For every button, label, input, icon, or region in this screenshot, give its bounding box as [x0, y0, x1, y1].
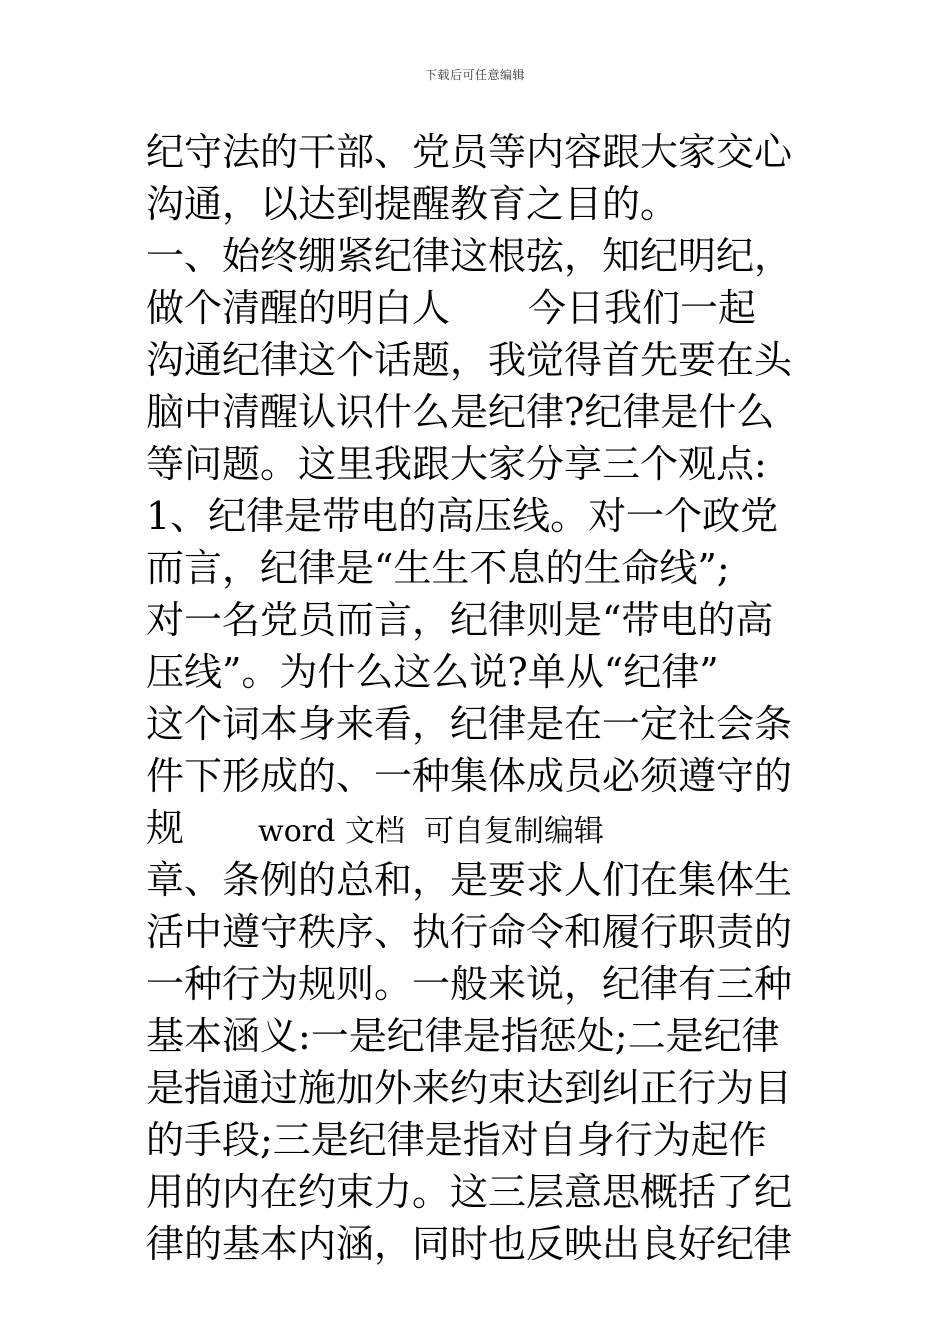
text-line: 是指通过施加外来约束达到纠正行为目: [146, 1066, 793, 1110]
document-body: [146, 126, 806, 1270]
text-line: 件下形成的、一种集体成员必须遵守的: [146, 754, 793, 798]
line-fragment: 规: [146, 806, 185, 850]
text-line: 章、条例的总和，是要求人们在集体生: [146, 858, 793, 902]
text-line: 对一名党员而言，纪律则是“带电的高: [146, 598, 774, 642]
page-header: 下载后可任意编辑: [424, 68, 525, 82]
text-line: 压线”。为什么这么说?单从“纪律”: [146, 650, 719, 694]
text-line: 基本涵义:一是纪律是指惩处;二是纪律: [146, 1014, 780, 1058]
section-heading-end: 做个清醒的明白人: [146, 286, 451, 330]
page-footer-note: word 文档 可自复制编辑: [258, 814, 604, 849]
text-line: 的手段;三是纪律是指对自身行为起作: [146, 1118, 767, 1162]
text-line: 纪守法的干部、党员等内容跟大家交心: [146, 130, 793, 174]
paragraph-start: 今日我们一起: [528, 286, 757, 330]
text-line: 而言，纪律是“生生不息的生命线”;: [146, 546, 730, 590]
text-line: 一、始终绷紧纪律这根弦，知纪明纪，: [146, 234, 793, 278]
text-line: 等问题。这里我跟大家分享三个观点:: [146, 442, 767, 486]
text-line: 用的内在约束力。这三层意思概括了纪: [146, 1170, 793, 1214]
text-line: 这个词本身来看，纪律是在一定社会条: [146, 702, 793, 746]
text-line: 律的基本内涵，同时也反映出良好纪律: [146, 1222, 793, 1266]
text-line: 沟通，以达到提醒教育之目的。: [146, 182, 679, 226]
text-line: 一种行为规则。一般来说，纪律有三种: [146, 962, 793, 1006]
text-line: 沟通纪律这个话题，我觉得首先要在头: [146, 338, 793, 382]
text-line: 1、纪律是带电的高压线。对一个政党: [146, 494, 779, 538]
text-line-with-footer: [146, 802, 806, 854]
text-line: 活中遵守秩序、执行命令和履行职责的: [146, 910, 793, 954]
text-line-with-gap: [146, 282, 806, 334]
text-line: 脑中清醒认识什么是纪律?纪律是什么: [146, 390, 775, 434]
